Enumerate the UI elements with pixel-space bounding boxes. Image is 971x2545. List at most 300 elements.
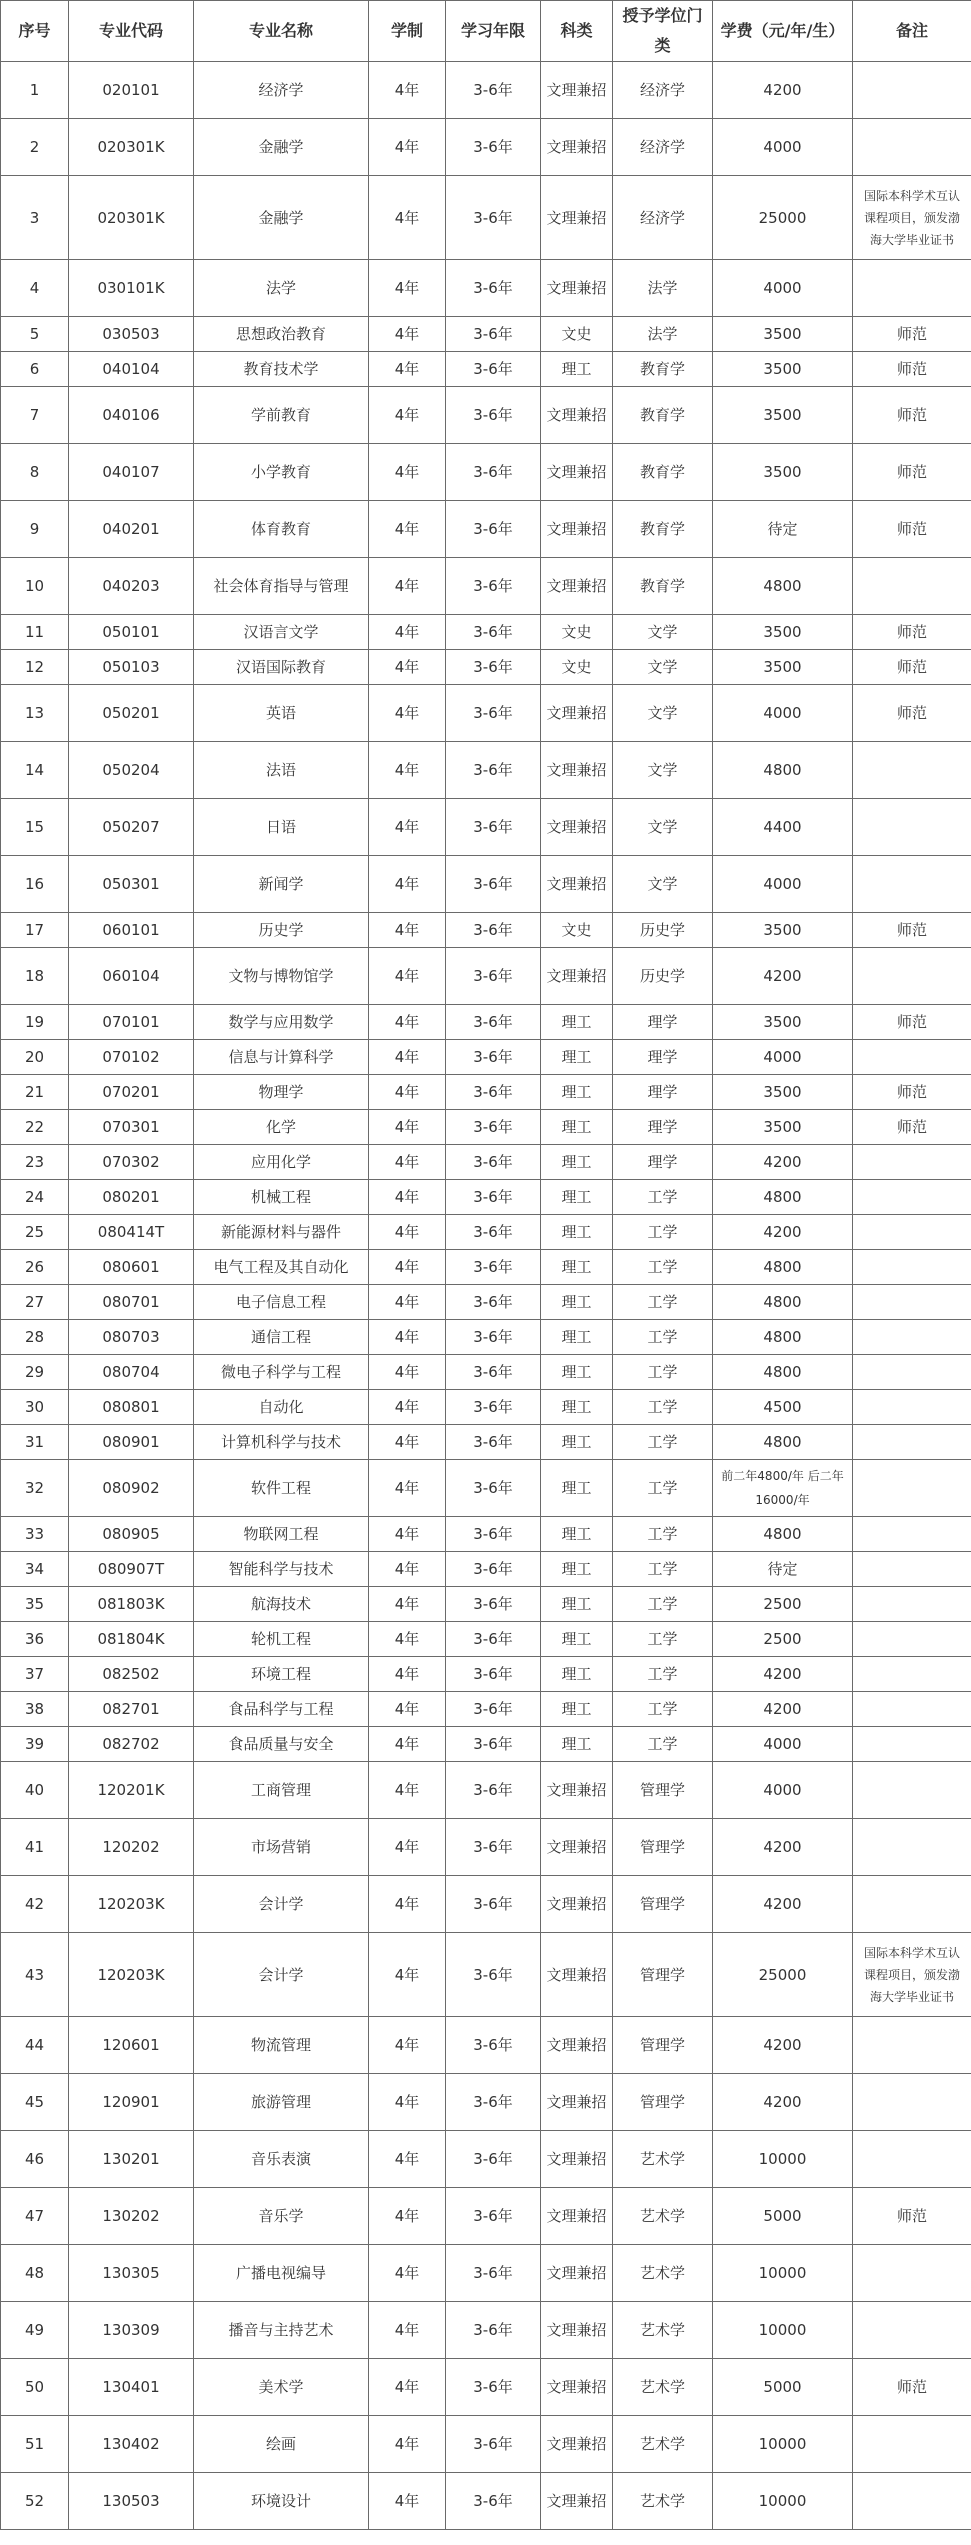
cell-degree-type: 管理学: [613, 1876, 713, 1933]
cell-tuition: 4800: [713, 558, 853, 615]
cell-study-years: 3-6年: [446, 352, 541, 387]
table-row: [1, 1587, 971, 1622]
cell-degree-type: 管理学: [613, 1933, 713, 2017]
header-tuition: 学费（元/年/生）: [713, 1, 853, 62]
cell-tuition: 4800: [713, 1285, 853, 1320]
cell-seq: 9: [1, 501, 69, 558]
cell-seq: 52: [1, 2473, 69, 2530]
cell-major-name: 体育教育: [194, 501, 369, 558]
cell-category: 文理兼招: [541, 2359, 613, 2416]
cell-seq: 18: [1, 948, 69, 1005]
cell-major-name: 计算机科学与技术: [194, 1425, 369, 1460]
cell-tuition: 4800: [713, 1250, 853, 1285]
cell-tuition: 3500: [713, 387, 853, 444]
table-row: [1, 913, 971, 948]
cell-degree-type: 法学: [613, 260, 713, 317]
cell-duration: 4年: [369, 1355, 446, 1390]
cell-category: 文史: [541, 317, 613, 352]
cell-tuition: 4500: [713, 1390, 853, 1425]
cell-major-name: 数学与应用数学: [194, 1005, 369, 1040]
cell-category: 文理兼招: [541, 2245, 613, 2302]
cell-remarks: [853, 1180, 971, 1215]
cell-duration: 4年: [369, 856, 446, 913]
cell-major-name: 食品科学与工程: [194, 1692, 369, 1727]
cell-remarks: [853, 119, 971, 176]
cell-tuition: 5000: [713, 2188, 853, 2245]
cell-major-name: 信息与计算科学: [194, 1040, 369, 1075]
cell-major-name: 会计学: [194, 1876, 369, 1933]
cell-seq: 1: [1, 62, 69, 119]
table-row: [1, 948, 971, 1005]
table-row: [1, 62, 971, 119]
cell-major-code: 130201: [69, 2131, 194, 2188]
cell-major-code: 040106: [69, 387, 194, 444]
cell-seq: 35: [1, 1587, 69, 1622]
cell-tuition: 待定: [713, 1552, 853, 1587]
cell-study-years: 3-6年: [446, 856, 541, 913]
cell-major-code: 060101: [69, 913, 194, 948]
cell-major-name: 新能源材料与器件: [194, 1215, 369, 1250]
cell-major-name: 绘画: [194, 2416, 369, 2473]
table-row: [1, 615, 971, 650]
cell-study-years: 3-6年: [446, 501, 541, 558]
table-row: [1, 1727, 971, 1762]
cell-seq: 27: [1, 1285, 69, 1320]
cell-seq: 22: [1, 1110, 69, 1145]
cell-study-years: 3-6年: [446, 1517, 541, 1552]
cell-major-code: 070102: [69, 1040, 194, 1075]
cell-study-years: 3-6年: [446, 176, 541, 260]
cell-category: 文理兼招: [541, 2074, 613, 2131]
table-row: [1, 317, 971, 352]
cell-major-code: 080414T: [69, 1215, 194, 1250]
cell-major-code: 120203K: [69, 1876, 194, 1933]
cell-duration: 4年: [369, 2359, 446, 2416]
cell-study-years: 3-6年: [446, 62, 541, 119]
cell-study-years: 3-6年: [446, 1587, 541, 1622]
cell-major-name: 会计学: [194, 1933, 369, 2017]
cell-category: 理工: [541, 1390, 613, 1425]
cell-remarks: 师范: [853, 913, 971, 948]
cell-major-name: 日语: [194, 799, 369, 856]
table-row: [1, 1876, 971, 1933]
cell-duration: 4年: [369, 62, 446, 119]
cell-degree-type: 工学: [613, 1320, 713, 1355]
cell-major-name: 通信工程: [194, 1320, 369, 1355]
cell-seq: 14: [1, 742, 69, 799]
table-row: [1, 501, 971, 558]
cell-category: 理工: [541, 1425, 613, 1460]
cell-tuition: 10000: [713, 2131, 853, 2188]
cell-study-years: 3-6年: [446, 444, 541, 501]
table-row: [1, 1145, 971, 1180]
cell-major-code: 080801: [69, 1390, 194, 1425]
cell-major-name: 微电子科学与工程: [194, 1355, 369, 1390]
table-row: [1, 856, 971, 913]
cell-study-years: 3-6年: [446, 1355, 541, 1390]
table-row: [1, 1250, 971, 1285]
cell-duration: 4年: [369, 1180, 446, 1215]
cell-tuition: 4000: [713, 119, 853, 176]
table-row: [1, 2416, 971, 2473]
cell-degree-type: 工学: [613, 1180, 713, 1215]
cell-major-code: 050103: [69, 650, 194, 685]
cell-duration: 4年: [369, 2074, 446, 2131]
cell-seq: 13: [1, 685, 69, 742]
cell-category: 理工: [541, 1517, 613, 1552]
cell-study-years: 3-6年: [446, 1552, 541, 1587]
cell-tuition: 4800: [713, 742, 853, 799]
cell-degree-type: 教育学: [613, 501, 713, 558]
header-remarks: 备注: [853, 1, 971, 62]
cell-major-code: 080704: [69, 1355, 194, 1390]
cell-category: 文理兼招: [541, 2131, 613, 2188]
cell-degree-type: 管理学: [613, 2074, 713, 2131]
cell-degree-type: 工学: [613, 1285, 713, 1320]
cell-degree-type: 文学: [613, 685, 713, 742]
cell-study-years: 3-6年: [446, 1110, 541, 1145]
cell-degree-type: 艺术学: [613, 2416, 713, 2473]
cell-category: 文理兼招: [541, 176, 613, 260]
cell-degree-type: 历史学: [613, 948, 713, 1005]
cell-major-code: 050301: [69, 856, 194, 913]
cell-major-code: 050201: [69, 685, 194, 742]
cell-duration: 4年: [369, 1692, 446, 1727]
cell-major-code: 040201: [69, 501, 194, 558]
cell-duration: 4年: [369, 1762, 446, 1819]
cell-study-years: 3-6年: [446, 1727, 541, 1762]
cell-major-name: 小学教育: [194, 444, 369, 501]
cell-category: 理工: [541, 1075, 613, 1110]
table-row: [1, 1390, 971, 1425]
cell-major-code: 082701: [69, 1692, 194, 1727]
cell-remarks: 师范: [853, 501, 971, 558]
cell-major-name: 轮机工程: [194, 1622, 369, 1657]
cell-duration: 4年: [369, 742, 446, 799]
cell-study-years: 3-6年: [446, 2017, 541, 2074]
cell-tuition: 4400: [713, 799, 853, 856]
cell-major-name: 软件工程: [194, 1460, 369, 1517]
cell-tuition: 4000: [713, 856, 853, 913]
cell-major-code: 060104: [69, 948, 194, 1005]
cell-degree-type: 工学: [613, 1460, 713, 1517]
table-row: [1, 685, 971, 742]
cell-major-name: 社会体育指导与管理: [194, 558, 369, 615]
cell-study-years: 3-6年: [446, 948, 541, 1005]
cell-degree-type: 工学: [613, 1657, 713, 1692]
cell-tuition: 4200: [713, 1876, 853, 1933]
cell-degree-type: 工学: [613, 1587, 713, 1622]
cell-tuition: 25000: [713, 176, 853, 260]
cell-major-code: 130402: [69, 2416, 194, 2473]
cell-duration: 4年: [369, 2017, 446, 2074]
cell-major-name: 物理学: [194, 1075, 369, 1110]
cell-seq: 6: [1, 352, 69, 387]
table-row: [1, 1285, 971, 1320]
cell-major-code: 081803K: [69, 1587, 194, 1622]
cell-degree-type: 工学: [613, 1727, 713, 1762]
cell-study-years: 3-6年: [446, 1145, 541, 1180]
cell-tuition: 4200: [713, 948, 853, 1005]
cell-seq: 37: [1, 1657, 69, 1692]
cell-category: 文理兼招: [541, 2416, 613, 2473]
cell-major-code: 050101: [69, 615, 194, 650]
cell-degree-type: 教育学: [613, 558, 713, 615]
cell-category: 理工: [541, 1657, 613, 1692]
table-row: [1, 2473, 971, 2530]
cell-degree-type: 工学: [613, 1425, 713, 1460]
cell-tuition: 4200: [713, 2017, 853, 2074]
cell-major-code: 130305: [69, 2245, 194, 2302]
cell-remarks: 师范: [853, 1075, 971, 1110]
cell-major-code: 081804K: [69, 1622, 194, 1657]
cell-seq: 8: [1, 444, 69, 501]
cell-major-code: 070301: [69, 1110, 194, 1145]
cell-remarks: [853, 2302, 971, 2359]
cell-study-years: 3-6年: [446, 2074, 541, 2131]
cell-tuition: 3500: [713, 1110, 853, 1145]
cell-duration: 4年: [369, 1657, 446, 1692]
cell-seq: 40: [1, 1762, 69, 1819]
cell-degree-type: 文学: [613, 615, 713, 650]
cell-major-code: 130401: [69, 2359, 194, 2416]
cell-major-code: 080201: [69, 1180, 194, 1215]
cell-major-name: 工商管理: [194, 1762, 369, 1819]
table-row: [1, 2302, 971, 2359]
cell-category: 文理兼招: [541, 260, 613, 317]
cell-tuition: 3500: [713, 1005, 853, 1040]
cell-remarks: [853, 1692, 971, 1727]
cell-remarks: [853, 2074, 971, 2131]
cell-duration: 4年: [369, 650, 446, 685]
cell-degree-type: 管理学: [613, 1819, 713, 1876]
table-row: [1, 1075, 971, 1110]
cell-major-code: 120201K: [69, 1762, 194, 1819]
cell-category: 文理兼招: [541, 1876, 613, 1933]
cell-degree-type: 文学: [613, 856, 713, 913]
cell-study-years: 3-6年: [446, 1876, 541, 1933]
cell-category: 文史: [541, 650, 613, 685]
cell-category: 理工: [541, 1145, 613, 1180]
cell-category: 文理兼招: [541, 2302, 613, 2359]
cell-tuition: 4200: [713, 1657, 853, 1692]
cell-study-years: 3-6年: [446, 1250, 541, 1285]
cell-major-code: 080701: [69, 1285, 194, 1320]
cell-duration: 4年: [369, 119, 446, 176]
cell-duration: 4年: [369, 2473, 446, 2530]
cell-remarks: [853, 1040, 971, 1075]
cell-tuition: 3500: [713, 317, 853, 352]
cell-tuition: 2500: [713, 1622, 853, 1657]
cell-degree-type: 理学: [613, 1005, 713, 1040]
cell-tuition: 3500: [713, 444, 853, 501]
cell-major-name: 机械工程: [194, 1180, 369, 1215]
cell-study-years: 3-6年: [446, 2188, 541, 2245]
cell-seq: 7: [1, 387, 69, 444]
cell-seq: 24: [1, 1180, 69, 1215]
cell-tuition: 4800: [713, 1517, 853, 1552]
cell-remarks: 师范: [853, 1005, 971, 1040]
cell-category: 文理兼招: [541, 1819, 613, 1876]
cell-duration: 4年: [369, 1320, 446, 1355]
cell-tuition: 3500: [713, 352, 853, 387]
cell-major-code: 082702: [69, 1727, 194, 1762]
header-seq: 序号: [1, 1, 69, 62]
cell-seq: 28: [1, 1320, 69, 1355]
cell-tuition: 4200: [713, 1145, 853, 1180]
cell-seq: 45: [1, 2074, 69, 2131]
cell-degree-type: 艺术学: [613, 2359, 713, 2416]
cell-major-name: 文物与博物馆学: [194, 948, 369, 1005]
cell-study-years: 3-6年: [446, 1285, 541, 1320]
cell-remarks: [853, 1145, 971, 1180]
cell-tuition: 4000: [713, 1040, 853, 1075]
cell-degree-type: 文学: [613, 742, 713, 799]
table-row: [1, 2359, 971, 2416]
cell-seq: 26: [1, 1250, 69, 1285]
cell-tuition: 25000: [713, 1933, 853, 2017]
cell-major-code: 120901: [69, 2074, 194, 2131]
cell-remarks: [853, 1215, 971, 1250]
table-row: [1, 387, 971, 444]
cell-major-name: 法语: [194, 742, 369, 799]
cell-study-years: 3-6年: [446, 1657, 541, 1692]
table-row: [1, 119, 971, 176]
cell-duration: 4年: [369, 317, 446, 352]
table-row: [1, 2188, 971, 2245]
cell-remarks: [853, 799, 971, 856]
cell-category: 文史: [541, 913, 613, 948]
cell-study-years: 3-6年: [446, 2473, 541, 2530]
cell-seq: 33: [1, 1517, 69, 1552]
table-row: [1, 558, 971, 615]
cell-major-name: 经济学: [194, 62, 369, 119]
table-row: [1, 1040, 971, 1075]
cell-major-name: 市场营销: [194, 1819, 369, 1876]
cell-study-years: 3-6年: [446, 1933, 541, 2017]
cell-degree-type: 工学: [613, 1250, 713, 1285]
cell-study-years: 3-6年: [446, 1005, 541, 1040]
cell-tuition: 3500: [713, 615, 853, 650]
table-row: [1, 352, 971, 387]
cell-major-name: 播音与主持艺术: [194, 2302, 369, 2359]
cell-tuition: 4000: [713, 1762, 853, 1819]
cell-tuition: 4200: [713, 2074, 853, 2131]
table-row: [1, 1320, 971, 1355]
cell-tuition: 4200: [713, 1692, 853, 1727]
cell-remarks: [853, 856, 971, 913]
cell-duration: 4年: [369, 1285, 446, 1320]
cell-seq: 31: [1, 1425, 69, 1460]
cell-study-years: 3-6年: [446, 742, 541, 799]
table-row: [1, 1180, 971, 1215]
cell-degree-type: 教育学: [613, 444, 713, 501]
cell-remarks: [853, 2017, 971, 2074]
cell-remarks: [853, 1355, 971, 1390]
cell-degree-type: 工学: [613, 1215, 713, 1250]
cell-study-years: 3-6年: [446, 1425, 541, 1460]
table-row: [1, 1692, 971, 1727]
table-row: [1, 260, 971, 317]
cell-study-years: 3-6年: [446, 119, 541, 176]
cell-duration: 4年: [369, 1622, 446, 1657]
cell-tuition: 4000: [713, 260, 853, 317]
cell-study-years: 3-6年: [446, 2302, 541, 2359]
cell-major-code: 040107: [69, 444, 194, 501]
header-category: 科类: [541, 1, 613, 62]
cell-category: 文理兼招: [541, 2188, 613, 2245]
cell-study-years: 3-6年: [446, 2131, 541, 2188]
cell-degree-type: 经济学: [613, 176, 713, 260]
cell-remarks: 国际本科学术互认课程项目，颁发渤海大学毕业证书: [853, 1933, 971, 2017]
cell-duration: 4年: [369, 948, 446, 1005]
cell-degree-type: 艺术学: [613, 2188, 713, 2245]
cell-category: 文理兼招: [541, 799, 613, 856]
cell-remarks: [853, 1819, 971, 1876]
cell-remarks: 师范: [853, 444, 971, 501]
table-row: [1, 176, 971, 260]
cell-duration: 4年: [369, 352, 446, 387]
cell-duration: 4年: [369, 558, 446, 615]
cell-duration: 4年: [369, 1250, 446, 1285]
cell-major-code: 080905: [69, 1517, 194, 1552]
cell-study-years: 3-6年: [446, 2359, 541, 2416]
cell-duration: 4年: [369, 1727, 446, 1762]
table-row: [1, 1215, 971, 1250]
cell-tuition: 4200: [713, 1819, 853, 1876]
cell-major-name: 音乐学: [194, 2188, 369, 2245]
cell-major-code: 020301K: [69, 119, 194, 176]
cell-study-years: 3-6年: [446, 1390, 541, 1425]
cell-tuition: 10000: [713, 2416, 853, 2473]
cell-tuition: 4000: [713, 685, 853, 742]
cell-degree-type: 理学: [613, 1110, 713, 1145]
cell-degree-type: 经济学: [613, 119, 713, 176]
cell-category: 文理兼招: [541, 501, 613, 558]
cell-study-years: 3-6年: [446, 2416, 541, 2473]
cell-seq: 16: [1, 856, 69, 913]
cell-seq: 42: [1, 1876, 69, 1933]
cell-major-code: 120203K: [69, 1933, 194, 2017]
cell-duration: 4年: [369, 799, 446, 856]
cell-category: 理工: [541, 1215, 613, 1250]
cell-category: 理工: [541, 1727, 613, 1762]
cell-degree-type: 工学: [613, 1390, 713, 1425]
cell-seq: 20: [1, 1040, 69, 1075]
cell-major-name: 物联网工程: [194, 1517, 369, 1552]
table-row: [1, 1552, 971, 1587]
cell-major-code: 080703: [69, 1320, 194, 1355]
cell-category: 文理兼招: [541, 948, 613, 1005]
table-header-row: [1, 1, 971, 62]
cell-category: 理工: [541, 1005, 613, 1040]
cell-category: 理工: [541, 352, 613, 387]
header-study-years: 学习年限: [446, 1, 541, 62]
cell-remarks: [853, 2131, 971, 2188]
cell-category: 理工: [541, 1110, 613, 1145]
cell-major-name: 环境设计: [194, 2473, 369, 2530]
cell-degree-type: 历史学: [613, 913, 713, 948]
cell-degree-type: 理学: [613, 1075, 713, 1110]
cell-seq: 17: [1, 913, 69, 948]
cell-category: 文理兼招: [541, 558, 613, 615]
cell-tuition: 4800: [713, 1320, 853, 1355]
cell-remarks: [853, 1390, 971, 1425]
cell-major-name: 汉语言文学: [194, 615, 369, 650]
cell-major-code: 080901: [69, 1425, 194, 1460]
cell-remarks: 师范: [853, 685, 971, 742]
cell-major-code: 080601: [69, 1250, 194, 1285]
